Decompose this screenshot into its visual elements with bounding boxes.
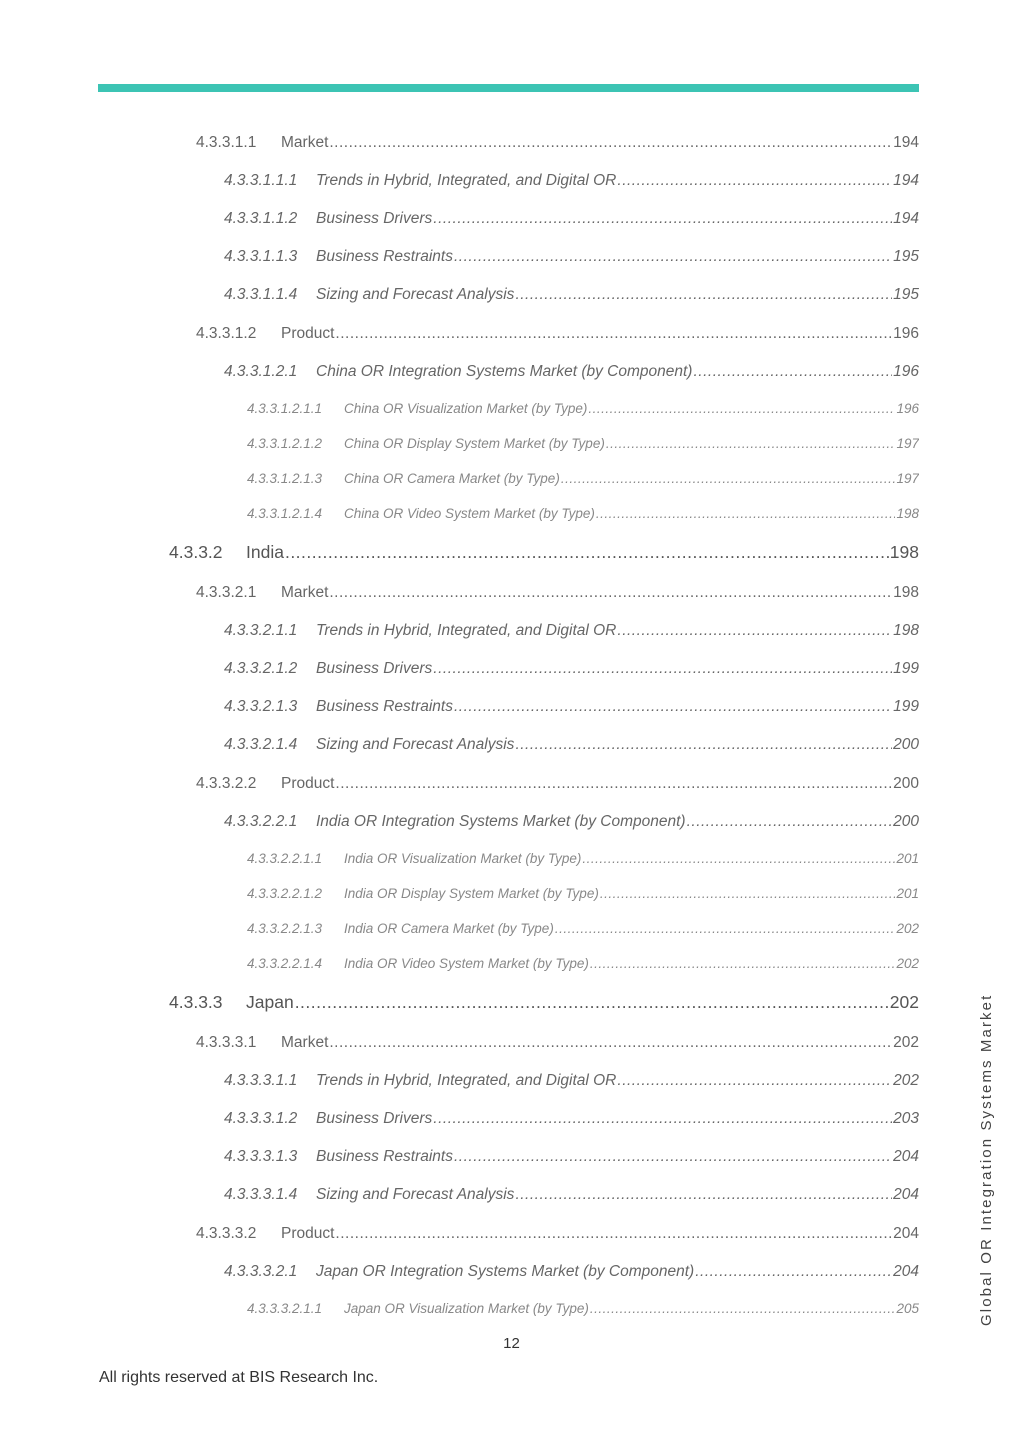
toc-entry-page: 198 <box>889 542 919 562</box>
footer-copyright: All rights reserved at BIS Research Inc. <box>99 1369 379 1386</box>
toc-entry-number: 4.3.3.1.2.1.3 <box>247 471 323 486</box>
toc-entry[interactable] <box>196 1034 919 1052</box>
toc-entry-page: 200 <box>893 775 919 792</box>
toc-entry-page: 197 <box>896 436 919 451</box>
toc-entry-number: 4.3.3.3.2.1.1 <box>247 1301 323 1316</box>
toc-entry-page: 196 <box>896 401 919 416</box>
toc-entry-page: 201 <box>896 851 919 866</box>
toc-entry-number: 4.3.3.2.1 <box>196 584 257 601</box>
toc-entry-title: Japan <box>246 992 294 1012</box>
toc-entry-page: 202 <box>893 1072 919 1089</box>
toc-entry-page: 200 <box>893 813 919 830</box>
toc-entry-title: Business Drivers <box>316 210 433 227</box>
toc-entry-page: 199 <box>893 660 919 677</box>
toc-entry[interactable] <box>247 851 919 866</box>
toc-entry[interactable] <box>247 401 919 416</box>
side-document-title: Global OR Integration Systems Market <box>978 993 995 1326</box>
toc-entry[interactable] <box>247 886 919 901</box>
toc-entry-page: 198 <box>893 584 919 601</box>
toc-entry[interactable] <box>224 1110 919 1128</box>
toc-dot-leader <box>590 956 896 971</box>
toc-entry-page: 202 <box>889 992 919 1012</box>
toc-entry-page: 197 <box>896 471 919 486</box>
toc-dot-leader <box>335 1225 892 1243</box>
toc-entry-number: 4.3.3.1.2.1.2 <box>247 436 323 451</box>
toc-entry[interactable] <box>196 775 919 793</box>
toc-dot-leader <box>295 992 889 1013</box>
toc-entry[interactable] <box>224 1148 919 1166</box>
toc-entry-number: 4.3.3.1.1.3 <box>224 248 298 265</box>
toc-entry-number: 4.3.3.3.2.1 <box>224 1263 298 1280</box>
toc-entry-page: 204 <box>893 1263 919 1280</box>
toc-entry-number: 4.3.3.1.2 <box>196 325 257 342</box>
toc-entry-page: 202 <box>896 956 919 971</box>
toc-entry-page: 196 <box>893 325 919 342</box>
toc-entry-title: Market <box>281 1034 329 1051</box>
toc-dot-leader <box>454 698 892 716</box>
toc-entry-page: 205 <box>896 1301 919 1316</box>
toc-entry[interactable] <box>224 660 919 678</box>
toc-entry-title: Product <box>281 1225 335 1242</box>
toc-entry-title: China OR Visualization Market (by Type) <box>344 401 588 416</box>
toc-entry-title: Business Restraints <box>316 698 453 715</box>
toc-entry-number: 4.3.3.1.1.1 <box>224 172 298 189</box>
toc-entry-number: 4.3.3.1.2.1.1 <box>247 401 323 416</box>
toc-entry-title: India OR Display System Market (by Type) <box>344 886 599 901</box>
toc-entry[interactable] <box>224 1186 919 1204</box>
toc-dot-leader <box>329 584 892 602</box>
toc-entry-title: India <box>246 542 284 562</box>
toc-entry-title: Trends in Hybrid, Integrated, and Digital OR <box>316 622 617 639</box>
toc-entry-title: China OR Display System Market (by Type) <box>344 436 605 451</box>
page-number: 12 <box>503 1335 520 1352</box>
toc-entry-number: 4.3.3.2.1.1 <box>224 622 298 639</box>
toc-entry[interactable] <box>247 471 919 486</box>
toc-entry-page: 198 <box>896 506 919 521</box>
toc-entry-page: 194 <box>893 172 919 189</box>
toc-entry-title: Product <box>281 775 335 792</box>
toc-dot-leader <box>588 401 895 416</box>
toc-entry-title: Trends in Hybrid, Integrated, and Digital OR <box>316 172 617 189</box>
toc-dot-leader <box>329 1034 892 1052</box>
toc-entry-number: 4.3.3.3.1.3 <box>224 1148 298 1165</box>
toc-entry[interactable] <box>247 956 919 971</box>
toc-dot-leader <box>561 471 896 486</box>
toc-entry-page: 203 <box>893 1110 919 1127</box>
toc-dot-leader <box>454 1148 892 1166</box>
toc-entry-page: 204 <box>893 1186 919 1203</box>
toc-entry-title: Market <box>281 584 329 601</box>
toc-entry-title: Sizing and Forecast Analysis <box>316 286 515 303</box>
toc-entry[interactable] <box>224 363 919 381</box>
toc-entry-page: 200 <box>893 736 919 753</box>
toc-entry[interactable] <box>224 172 919 190</box>
toc-entry-number: 4.3.3.2.1.2 <box>224 660 298 677</box>
toc-dot-leader <box>582 851 895 866</box>
toc-entry-number: 4.3.3.2.1.3 <box>224 698 298 715</box>
toc-entry[interactable] <box>196 584 919 602</box>
toc-entry[interactable] <box>224 622 919 640</box>
toc-entry-number: 4.3.3.2.2.1.2 <box>247 886 323 901</box>
toc-dot-leader <box>454 248 892 266</box>
toc-dot-leader <box>606 436 896 451</box>
toc-entry-title: Product <box>281 325 335 342</box>
toc-dot-leader <box>590 1301 896 1316</box>
toc-entry-page: 202 <box>893 1034 919 1051</box>
toc-entry[interactable] <box>247 1301 919 1316</box>
toc-entry-page: 194 <box>893 134 919 151</box>
toc-entry[interactable] <box>196 325 919 343</box>
toc-entry-title: Business Restraints <box>316 1148 453 1165</box>
toc-entry-title: Sizing and Forecast Analysis <box>316 1186 515 1203</box>
toc-entry-page: 195 <box>893 286 919 303</box>
toc-dot-leader <box>693 363 892 381</box>
toc-dot-leader <box>555 921 896 936</box>
toc-entry-page: 202 <box>896 921 919 936</box>
toc-entry-number: 4.3.3.3.1.1 <box>224 1072 298 1089</box>
toc-entry[interactable] <box>224 698 919 716</box>
toc-entry-page: 204 <box>893 1225 919 1242</box>
toc-entry-number: 4.3.3.3.1.4 <box>224 1186 298 1203</box>
toc-entry-page: 204 <box>893 1148 919 1165</box>
toc-entry[interactable] <box>247 921 919 936</box>
toc-entry[interactable] <box>247 506 919 521</box>
toc-entry-number: 4.3.3.3.1.2 <box>224 1110 298 1127</box>
toc-entry[interactable] <box>224 1072 919 1090</box>
toc-entry-number: 4.3.3.2.2.1 <box>224 813 298 830</box>
toc-entry-title: Trends in Hybrid, Integrated, and Digital OR <box>316 1072 617 1089</box>
toc-entry-number: 4.3.3.2.1.4 <box>224 736 298 753</box>
toc-entry-number: 4.3.3.2.2 <box>196 775 257 792</box>
toc-entry-number: 4.3.3.1.1.4 <box>224 286 298 303</box>
toc-entry-number: 4.3.3.2.2.1.3 <box>247 921 323 936</box>
toc-entry-number: 4.3.3.2.2.1.1 <box>247 851 323 866</box>
toc-entry-number: 4.3.3.2 <box>169 542 223 562</box>
toc-entry-title: Market <box>281 134 329 151</box>
toc-dot-leader <box>617 1072 892 1090</box>
toc-entry-title: India OR Integration Systems Market (by Component) <box>316 813 686 830</box>
toc-dot-leader <box>433 1110 892 1128</box>
toc-entry-title: Business Drivers <box>316 1110 433 1127</box>
toc-entry-title: India OR Camera Market (by Type) <box>344 921 554 936</box>
toc-entry-title: Business Restraints <box>316 248 453 265</box>
toc-dot-leader <box>515 736 892 754</box>
toc-dot-leader <box>433 210 892 228</box>
toc-dot-leader <box>617 622 892 640</box>
toc-entry[interactable] <box>196 1225 919 1243</box>
toc-dot-leader <box>329 134 892 152</box>
toc-entry-title: Business Drivers <box>316 660 433 677</box>
toc-entry-page: 201 <box>896 886 919 901</box>
toc-dot-leader <box>596 506 896 521</box>
toc-dot-leader <box>515 1186 892 1204</box>
toc-entry[interactable] <box>224 286 919 304</box>
toc-entry-number: 4.3.3.3.1 <box>196 1034 257 1051</box>
toc-entry-number: 4.3.3.1.2.1 <box>224 363 298 380</box>
toc-entry-number: 4.3.3.3.2 <box>196 1225 257 1242</box>
toc-entry[interactable] <box>224 248 919 266</box>
toc-entry-page: 198 <box>893 622 919 639</box>
toc-entry[interactable] <box>224 736 919 754</box>
toc-entry-page: 194 <box>893 210 919 227</box>
toc-entry[interactable] <box>224 1263 919 1281</box>
toc-dot-leader <box>285 542 889 563</box>
toc-dot-leader <box>687 813 893 831</box>
toc-entry-number: 4.3.3.2.2.1.4 <box>247 956 323 971</box>
toc-entry-number: 4.3.3.1.1 <box>196 134 257 151</box>
toc-dot-leader <box>617 172 892 190</box>
toc-entry-title: China OR Camera Market (by Type) <box>344 471 560 486</box>
toc-entry[interactable] <box>196 134 919 152</box>
toc-dot-leader <box>335 325 892 343</box>
toc-dot-leader <box>695 1263 892 1281</box>
toc-entry-title: India OR Visualization Market (by Type) <box>344 851 582 866</box>
toc-dot-leader <box>600 886 896 901</box>
toc-entry-title: India OR Video System Market (by Type) <box>344 956 589 971</box>
toc-entry-number: 4.3.3.1.1.2 <box>224 210 298 227</box>
toc-entry-title: China OR Integration Systems Market (by Component) <box>316 363 693 380</box>
toc-entry[interactable] <box>224 813 919 831</box>
toc-entry-title: Japan OR Visualization Market (by Type) <box>344 1301 589 1316</box>
toc-entry[interactable] <box>247 436 919 451</box>
toc-entry[interactable] <box>169 542 919 563</box>
toc-entry-page: 196 <box>893 363 919 380</box>
toc-entry-page: 199 <box>893 698 919 715</box>
toc-entry-page: 195 <box>893 248 919 265</box>
toc-entry[interactable] <box>224 210 919 228</box>
toc-dot-leader <box>335 775 892 793</box>
toc-entry-title: Sizing and Forecast Analysis <box>316 736 515 753</box>
toc-entry-title: Japan OR Integration Systems Market (by Component) <box>316 1263 695 1280</box>
toc-entry-number: 4.3.3.3 <box>169 992 223 1012</box>
toc-entry[interactable] <box>169 992 919 1013</box>
toc-dot-leader <box>433 660 892 678</box>
toc-dot-leader <box>515 286 892 304</box>
toc-entry-number: 4.3.3.1.2.1.4 <box>247 506 323 521</box>
toc-entry-title: China OR Video System Market (by Type) <box>344 506 595 521</box>
